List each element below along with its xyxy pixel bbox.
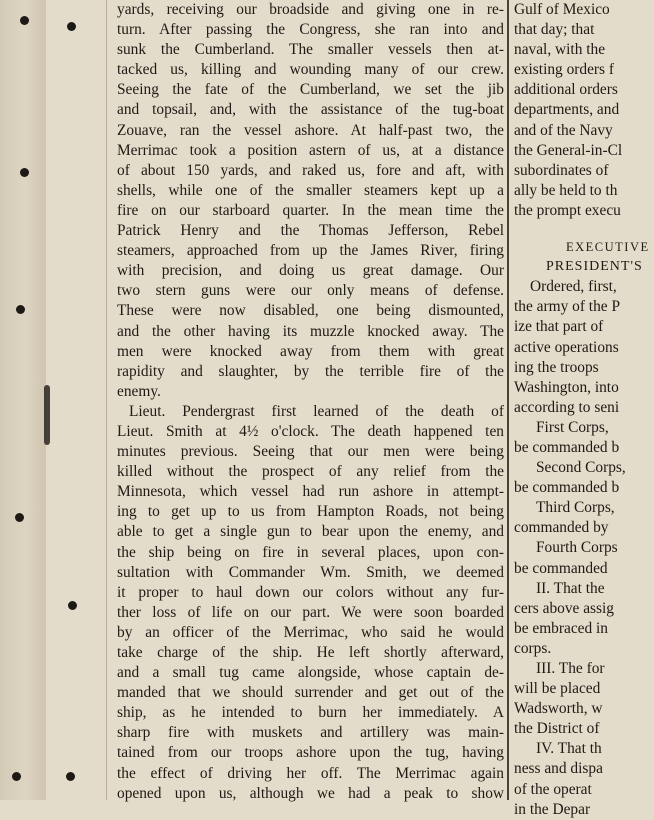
column-line: in the Depar	[514, 800, 591, 818]
article-line: Lieut. Pendergrast first learned of the death of	[129, 402, 504, 420]
article-line: steamers, approached from up the James River, firing	[117, 242, 504, 260]
column-line: be commanded	[514, 559, 608, 577]
section-subheading: PRESIDENT'S	[546, 259, 643, 275]
article-line: ship, as he intended to burn her immediately. A	[117, 704, 504, 722]
article-line: enemy.	[117, 382, 161, 400]
column-line: additional orders	[514, 81, 618, 99]
article-line: yards, receiving our broadside and giving one in re-	[117, 1, 504, 18]
page-margin	[0, 0, 46, 800]
binding-hole	[20, 16, 29, 25]
article-line: sharp fire with muskets and artillery was main-	[117, 724, 504, 742]
ink-blot	[44, 385, 50, 445]
article-line: and the other having its muzzle knocked away. The	[117, 322, 504, 340]
column-line: and of the Navy	[514, 121, 613, 139]
article-line: two stern guns were our only means of defense.	[117, 282, 504, 300]
column-line: be embraced in	[514, 619, 609, 637]
column-line: of the operat	[514, 780, 592, 798]
column-line: Ordered, first,	[530, 278, 617, 296]
article-line: it proper to haul down our colors without any fur-	[117, 583, 504, 601]
article-line: minutes previous. Seeing that our men were being	[117, 443, 504, 461]
column-line: be commanded b	[514, 479, 620, 497]
column-line: Wadsworth, w	[514, 700, 603, 718]
article-line: These were now disabled, one being dismounted,	[117, 302, 504, 320]
column-line: III. The for	[536, 660, 605, 677]
article-line: manded that we should surrender and get out of the	[117, 684, 504, 702]
section-heading: EXECUTIVE	[566, 240, 650, 255]
article-line: fire on our starboard quarter. In the mean time the	[117, 201, 504, 219]
binding-hole	[67, 22, 76, 31]
column-line: the army of the P	[514, 298, 620, 316]
article-line: Zouave, ran the vessel ashore. At half-past two, the	[117, 121, 504, 139]
article-line: and a small tug came alongside, whose captain de-	[117, 664, 504, 682]
binding-hole	[66, 772, 75, 781]
gutter-rule	[106, 0, 107, 800]
article-line: tained from our troops ashore upon the tug, having	[117, 744, 504, 762]
article-line: opened upon us, although we had a peak to show	[117, 784, 504, 802]
article-line: Minnesota, which vessel had run ashore in attempt-	[117, 483, 504, 501]
column-line: the prompt execu	[514, 201, 621, 219]
column-line: will be placed	[514, 680, 601, 698]
article-line: shells, while one of the smaller steamers kept up a	[117, 181, 504, 199]
article-line: sunk the Cumberland. The smaller vessels then at-	[117, 41, 504, 59]
column-line: First Corps,	[536, 418, 609, 436]
column-line: naval, with the	[514, 41, 606, 59]
article-line: by an officer of the Merrimac, who said he would	[117, 623, 504, 641]
article-line: and topsail, and, with the assistance of the tug-boat	[117, 101, 504, 119]
main-article-column	[117, 0, 504, 804]
column-line: the District of	[514, 720, 600, 738]
column-line: II. That the	[536, 579, 605, 597]
column-line: ize that part of	[514, 318, 604, 336]
article-line: take charge of the ship. He left shortly afterward,	[117, 644, 504, 661]
column-line: ing the troops	[514, 358, 599, 376]
column-line: according to seni	[514, 398, 620, 416]
column-line: ally be held to th	[514, 181, 618, 199]
article-line: rapidity and slaughter, by the terrible fire of the	[117, 362, 504, 380]
article-line: Lieut. Smith at 4½ o'clock. The death happened ten	[117, 422, 504, 440]
binding-hole	[15, 513, 24, 522]
column-rule	[507, 0, 509, 800]
article-line: killed without the prospect of any relief from the	[117, 463, 504, 481]
binding-hole	[68, 601, 77, 610]
article-line: men were knocked away from them with great	[117, 342, 504, 360]
article-line: the ship being on fire in several places, upon con-	[117, 543, 504, 561]
column-line: corps.	[514, 639, 552, 657]
column-line: Second Corps,	[536, 459, 626, 477]
column-line: departments, and	[514, 101, 620, 119]
article-line: ing to get up to us from Hampton Roads, not being	[117, 503, 504, 521]
binding-hole	[16, 305, 25, 314]
article-line: with precision, and doing us great damage. Our	[117, 262, 504, 280]
article-line: Patrick Henry and the Thomas Jefferson, Rebel	[117, 222, 504, 240]
column-line: Third Corps,	[536, 499, 615, 517]
column-line: be commanded b	[514, 438, 620, 456]
article-line: turn. After passing the Congress, she ran into and	[117, 21, 504, 39]
article-line: sultation with Commander Wm. Smith, we deemed	[117, 563, 504, 581]
column-line: commanded by	[514, 519, 609, 537]
column-line: active operations	[514, 338, 619, 356]
column-line: Gulf of Mexico	[514, 1, 610, 18]
article-line: of about 150 yards, and raked us, fore and aft, with	[117, 161, 504, 179]
column-line: that day; that	[514, 21, 595, 39]
column-line: Washington, into	[514, 378, 619, 396]
column-line: IV. That th	[536, 740, 602, 758]
right-column	[514, 0, 654, 820]
column-line: Fourth Corps	[536, 539, 618, 557]
column-line: the General-in-Cl	[514, 141, 623, 159]
column-line: subordinates of	[514, 161, 609, 179]
binding-hole	[20, 168, 29, 177]
article-line: Seeing the fate of the Cumberland, we set the jib	[117, 81, 504, 99]
article-line: able to get a single gun to bear upon the enemy, and	[117, 523, 504, 541]
article-line: the effect of driving her off. The Merrimac again	[117, 764, 504, 782]
binding-hole	[12, 772, 21, 781]
article-line: Merrimac took a position astern of us, at a distance	[117, 141, 504, 159]
column-line: cers above assig	[514, 599, 615, 617]
article-line: tacked us, killing and wounding many of our crew.	[117, 61, 504, 79]
column-line: existing orders f	[514, 61, 615, 79]
article-line: ther loss of life on our part. We were soon boarded	[117, 603, 504, 621]
column-line: ness and dispa	[514, 760, 603, 778]
